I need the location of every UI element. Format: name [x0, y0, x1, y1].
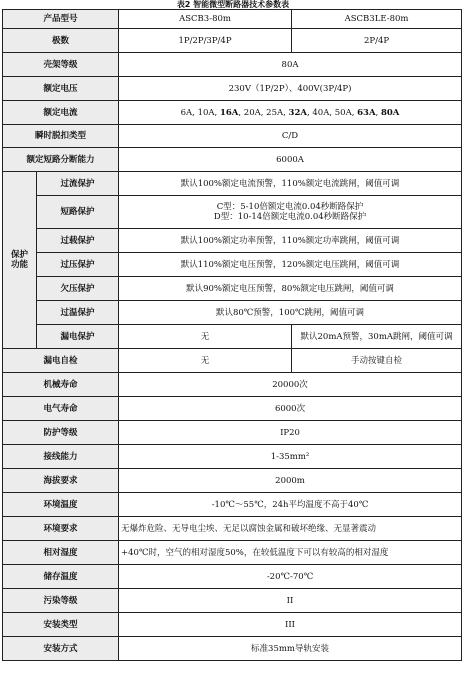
- label-humidity: 相对湿度: [3, 541, 119, 565]
- table-caption: 表2 智能微型断路器技术参数表: [176, 0, 290, 9]
- spec-table: [2, 9, 462, 661]
- current-rating: 40A: [312, 107, 330, 118]
- row-ip: [3, 421, 462, 445]
- label-install-method: 安装方式: [3, 637, 119, 661]
- label-wiring: 接线能力: [3, 445, 119, 469]
- current-rating: 50A: [334, 107, 352, 118]
- label-elec-life: 电气寿命: [3, 397, 119, 421]
- label-trip-type: 瞬时脱扣类型: [3, 125, 119, 148]
- row-ambient-temp: [3, 493, 462, 517]
- row-humidity: [3, 541, 462, 565]
- row-breaking: [3, 148, 462, 172]
- current-separator: ,: [192, 107, 198, 118]
- current-rating: 32A: [288, 107, 307, 118]
- label-protection: [3, 172, 37, 349]
- current-separator: ,: [260, 107, 267, 118]
- mech-life-value: 20000次: [119, 373, 462, 397]
- overload-value: 默认100%额定功率预警，110%额定功率跳闸，阈值可调: [119, 229, 462, 253]
- install-class-value: III: [119, 613, 462, 637]
- current-separator: ,: [375, 107, 381, 118]
- label-protection-line2: 功能: [10, 260, 28, 270]
- voltage-value: 230V（1P/2P）、400V(3P/4P): [119, 77, 462, 101]
- overcurrent-value: 默认100%额定电流预警，110%额定电流跳闸，阈值可调: [119, 172, 462, 196]
- label-storage-temp: 储存温度: [3, 565, 119, 589]
- poles-col1: 1P/2P/3P/4P: [119, 29, 292, 53]
- label-voltage: 额定电压: [3, 77, 119, 101]
- environment-value: 无爆炸危险、无导电尘埃、无足以腐蚀金属和破坏绝缘、无显著震动: [119, 517, 462, 541]
- label-model: 产品型号: [3, 10, 119, 29]
- label-undervoltage: 欠压保护: [37, 277, 119, 301]
- row-poles: [3, 29, 462, 53]
- label-ambient-temp: 环境温度: [3, 493, 119, 517]
- frame-value: 80A: [119, 53, 462, 77]
- label-overload: 过载保护: [37, 229, 119, 253]
- label-frame: 壳架等级: [3, 53, 119, 77]
- label-protection-line1: 保护: [10, 250, 28, 260]
- label-overcurrent: 过流保护: [37, 172, 119, 196]
- wiring-value: 1-35mm²: [119, 445, 462, 469]
- row-elec-life: [3, 397, 462, 421]
- current-separator: ,: [238, 107, 244, 118]
- ambient-temp-value: -10℃～55℃，24h平均温度不高于40℃: [119, 493, 462, 517]
- label-leak-selfcheck: 漏电自检: [3, 349, 119, 373]
- row-overload: [3, 229, 462, 253]
- label-altitude: 海拔要求: [3, 469, 119, 493]
- pollution-value: II: [119, 589, 462, 613]
- leak-selfcheck-col1: 无: [119, 349, 292, 373]
- trip-type-value: C/D: [119, 125, 462, 148]
- row-short-circuit: [3, 196, 462, 229]
- row-overcurrent: [3, 172, 462, 196]
- label-install-class: 安装类型: [3, 613, 119, 637]
- model-col2: ASCB3LE-80m: [292, 10, 462, 29]
- current-rating: 20A: [243, 107, 261, 118]
- label-ip: 防护等级: [3, 421, 119, 445]
- install-method-value: 标准35mm导轨安装: [119, 637, 462, 661]
- row-wiring: [3, 445, 462, 469]
- current-rating: 16A: [219, 107, 239, 118]
- overtemp-value: 默认80℃预警，100℃跳闸，阈值可调: [119, 301, 462, 325]
- label-breaking: 额定短路分断能力: [3, 148, 119, 172]
- elec-life-value: 6000次: [119, 397, 462, 421]
- model-col1: ASCB3-80m: [119, 10, 292, 29]
- humidity-value: +40℃时，空气的相对湿度50%，在较低温度下可以有较高的相对湿度: [119, 541, 462, 565]
- leakage-col1: 无: [119, 325, 292, 349]
- row-voltage: [3, 77, 462, 101]
- row-install-method: [3, 637, 462, 661]
- current-rating: 80A: [380, 107, 400, 118]
- leakage-col2: 默认20mA预警，30mA跳闸，阈值可调: [292, 325, 462, 349]
- ip-value: IP20: [119, 421, 462, 445]
- label-short-circuit: 短路保护: [37, 196, 119, 229]
- current-rating: 63A: [357, 107, 376, 118]
- label-leakage: 漏电保护: [37, 325, 119, 349]
- leak-selfcheck-col2: 手动按键自检: [292, 349, 462, 373]
- altitude-value: 2000m: [119, 469, 462, 493]
- label-overtemp: 过温保护: [37, 301, 119, 325]
- row-storage-temp: [3, 565, 462, 589]
- label-environment: 环境要求: [3, 517, 119, 541]
- label-mech-life: 机械寿命: [3, 373, 119, 397]
- breaking-value: 6000A: [119, 148, 462, 172]
- row-model: [3, 10, 462, 29]
- current-rating: 10A: [197, 107, 215, 118]
- current-rating: 25A: [266, 107, 284, 118]
- row-environment: [3, 517, 462, 541]
- current-value: [119, 101, 462, 125]
- row-leakage: [3, 325, 462, 349]
- row-undervoltage: [3, 277, 462, 301]
- row-overvoltage: [3, 253, 462, 277]
- short-circuit-line2: D型：10-14倍额定电流0.04秒断路保护: [213, 212, 367, 222]
- label-poles: 极数: [3, 29, 119, 53]
- short-circuit-value: [119, 196, 462, 229]
- undervoltage-value: 默认90%额定电压预警，80%额定电压跳闸，阈值可调: [119, 277, 462, 301]
- current-separator: ,: [214, 107, 220, 118]
- current-separator: ,: [283, 107, 289, 118]
- current-separator: ,: [329, 107, 335, 118]
- short-circuit-line1: C型：5-10倍额定电流0.04秒断路保护: [216, 202, 364, 212]
- storage-temp-value: -20℃-70℃: [119, 565, 462, 589]
- overvoltage-value: 默认110%额定电压预警，120%额定电压跳闸，阈值可调: [119, 253, 462, 277]
- poles-col2: 2P/4P: [292, 29, 462, 53]
- label-current: 额定电流: [3, 101, 119, 125]
- current-separator: ,: [306, 107, 313, 118]
- label-pollution: 污染等级: [3, 589, 119, 613]
- row-altitude: [3, 469, 462, 493]
- current-separator: ,: [351, 107, 358, 118]
- row-pollution: [3, 589, 462, 613]
- row-leak-selfcheck: [3, 349, 462, 373]
- label-overvoltage: 过压保护: [37, 253, 119, 277]
- row-trip-type: [3, 125, 462, 148]
- row-current: [3, 101, 462, 125]
- row-mech-life: [3, 373, 462, 397]
- current-rating: 6A: [180, 107, 193, 118]
- row-overtemp: [3, 301, 462, 325]
- row-install-class: [3, 613, 462, 637]
- row-frame: [3, 53, 462, 77]
